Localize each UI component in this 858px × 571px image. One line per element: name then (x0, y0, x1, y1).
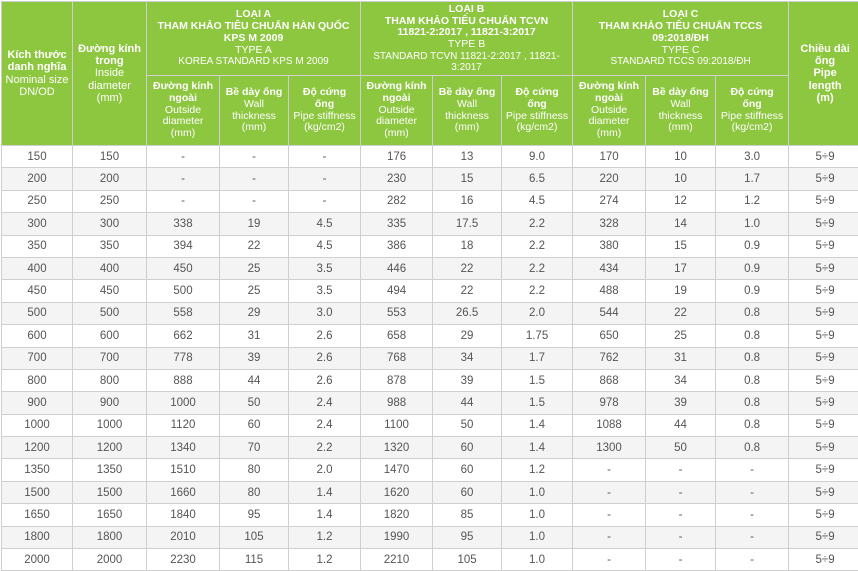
header-c-outside-diameter: Đường kính ngoài Outside diameter (mm) (573, 76, 646, 146)
table-cell: 0.9 (716, 257, 789, 279)
table-cell: 450 (73, 280, 147, 302)
table-cell: - (573, 549, 646, 571)
table-cell: 5÷9 (789, 257, 858, 279)
table-cell: 1.2 (716, 190, 789, 212)
table-cell: 5÷9 (789, 437, 858, 459)
table-cell: 0.8 (716, 369, 789, 391)
table-cell: 5÷9 (789, 190, 858, 212)
table-cell: 39 (433, 369, 502, 391)
table-cell: 1.0 (502, 481, 573, 503)
table-cell: 544 (573, 302, 646, 324)
table-cell: 1.0 (502, 549, 573, 571)
table-cell: 5÷9 (789, 302, 858, 324)
table-cell: 1.5 (502, 392, 573, 414)
table-cell: 386 (361, 235, 433, 257)
table-cell: 176 (361, 146, 433, 168)
table-cell: 150 (73, 146, 147, 168)
table-cell: 274 (573, 190, 646, 212)
header-b-pipe-stiffness: Độ cứng ống Pipe stiffness (kg/cm2) (502, 76, 573, 146)
table-cell: 0.8 (716, 437, 789, 459)
table-cell: 44 (646, 414, 716, 436)
table-cell: 1000 (2, 414, 73, 436)
table-cell: 878 (361, 369, 433, 391)
table-cell: 0.8 (716, 347, 789, 369)
table-cell: - (716, 504, 789, 526)
table-cell: 26.5 (433, 302, 502, 324)
table-cell: 800 (73, 369, 147, 391)
table-cell: 1300 (573, 437, 646, 459)
table-cell: 1340 (147, 437, 220, 459)
table-cell: 250 (2, 190, 73, 212)
table-cell: 700 (73, 347, 147, 369)
table-cell: - (289, 168, 361, 190)
table-cell: 4.5 (289, 213, 361, 235)
table-cell: - (147, 168, 220, 190)
table-cell: 5÷9 (789, 504, 858, 526)
table-cell: 50 (646, 437, 716, 459)
table-cell: 2.6 (289, 369, 361, 391)
table-row (2, 392, 858, 414)
table-row (2, 414, 858, 436)
table-cell: 888 (147, 369, 220, 391)
table-cell: 650 (573, 325, 646, 347)
table-cell: 400 (2, 257, 73, 279)
table-cell: 700 (2, 347, 73, 369)
table-cell: - (220, 190, 289, 212)
table-cell: 500 (147, 280, 220, 302)
table-cell: 5÷9 (789, 146, 858, 168)
table-cell: 5÷9 (789, 526, 858, 548)
table-cell: 1820 (361, 504, 433, 526)
table-cell: 2.6 (289, 325, 361, 347)
table-cell: 2.2 (502, 235, 573, 257)
table-cell: - (573, 459, 646, 481)
table-cell: 19 (646, 280, 716, 302)
table-cell: 39 (220, 347, 289, 369)
table-cell: - (147, 190, 220, 212)
table-cell: - (573, 481, 646, 503)
table-row (2, 549, 858, 571)
table-cell: - (646, 504, 716, 526)
table-cell: 1088 (573, 414, 646, 436)
table-cell: 34 (433, 347, 502, 369)
table-cell: 553 (361, 302, 433, 324)
table-cell: 800 (2, 369, 73, 391)
table-cell: 2.0 (289, 459, 361, 481)
table-row (2, 526, 858, 548)
table-cell: 1.2 (289, 526, 361, 548)
table-cell: 3.5 (289, 280, 361, 302)
table-cell: 250 (73, 190, 147, 212)
table-cell: 5÷9 (789, 481, 858, 503)
table-cell: 5÷9 (789, 213, 858, 235)
table-cell: 488 (573, 280, 646, 302)
table-cell: 85 (433, 504, 502, 526)
table-row (2, 369, 858, 391)
table-cell: 1500 (2, 481, 73, 503)
table-cell: - (646, 526, 716, 548)
header-type-c: LOẠI C THAM KHẢO TIÊU CHUẨN TCCS 09:2018/ĐH TYPE C STANDARD TCCS 09:2018/ĐH (573, 2, 789, 76)
table-row (2, 280, 858, 302)
header-b-outside-diameter: Đường kính ngoài Outside diameter (mm) (361, 76, 433, 146)
table-cell: 1840 (147, 504, 220, 526)
table-row (2, 504, 858, 526)
table-cell: 170 (573, 146, 646, 168)
header-type-b: LOẠI B THAM KHẢO TIÊU CHUẨN TCVN 11821-2:2017 , 11821-3:2017 TYPE B STANDARD TCVN 11821-2:2017 , 11821-3:2017 (361, 2, 573, 76)
table-cell: 0.8 (716, 325, 789, 347)
table-cell: 0.8 (716, 302, 789, 324)
header-a-pipe-stiffness: Độ cứng ống Pipe stiffness (kg/cm2) (289, 76, 361, 146)
table-cell: 5÷9 (789, 325, 858, 347)
table-cell: 2230 (147, 549, 220, 571)
table-cell: 600 (73, 325, 147, 347)
table-cell: 335 (361, 213, 433, 235)
table-cell: 446 (361, 257, 433, 279)
table-cell: 658 (361, 325, 433, 347)
table-row (2, 481, 858, 503)
table-cell: 1660 (147, 481, 220, 503)
table-cell: 2000 (2, 549, 73, 571)
table-cell: 900 (2, 392, 73, 414)
table-cell: - (646, 459, 716, 481)
table-cell: 22 (220, 235, 289, 257)
table-cell: 5÷9 (789, 392, 858, 414)
table-cell: 1.0 (502, 504, 573, 526)
table-cell: 60 (220, 414, 289, 436)
table-cell: 338 (147, 213, 220, 235)
table-cell: 0.9 (716, 280, 789, 302)
table-cell: 1.7 (502, 347, 573, 369)
header-a-wall-thickness: Bề dày ống Wall thickness (mm) (220, 76, 289, 146)
table-cell: 17.5 (433, 213, 502, 235)
table-cell: 15 (433, 168, 502, 190)
table-cell: 5÷9 (789, 280, 858, 302)
table-cell: 50 (220, 392, 289, 414)
table-row (2, 213, 858, 235)
table-cell: 1.7 (716, 168, 789, 190)
table-cell: 5÷9 (789, 168, 858, 190)
table-cell: 1650 (73, 504, 147, 526)
table-cell: 328 (573, 213, 646, 235)
header-type-a: LOẠI A THAM KHẢO TIÊU CHUẨN HÀN QUỐC KPS M 2009 TYPE A KOREA STANDARD KPS M 2009 (147, 2, 361, 76)
table-cell: 1350 (2, 459, 73, 481)
table-cell: 200 (73, 168, 147, 190)
table-cell: 50 (433, 414, 502, 436)
table-cell: - (573, 504, 646, 526)
table-cell: - (716, 549, 789, 571)
table-cell: 31 (220, 325, 289, 347)
table-row (2, 190, 858, 212)
table-cell: 25 (220, 280, 289, 302)
table-cell: 1990 (361, 526, 433, 548)
table-cell: 380 (573, 235, 646, 257)
table-cell: 31 (646, 347, 716, 369)
table-cell: 1.2 (289, 549, 361, 571)
table-cell: 0.9 (716, 235, 789, 257)
table-cell: 5÷9 (789, 347, 858, 369)
table-cell: 4.5 (289, 235, 361, 257)
table-cell: 22 (646, 302, 716, 324)
table-cell: 1.0 (502, 526, 573, 548)
table-cell: 300 (2, 213, 73, 235)
table-cell: - (147, 146, 220, 168)
table-cell: 2.2 (289, 437, 361, 459)
table-cell: 5÷9 (789, 459, 858, 481)
table-cell: 34 (646, 369, 716, 391)
table-cell: - (646, 549, 716, 571)
table-cell: 105 (433, 549, 502, 571)
table-cell: 2010 (147, 526, 220, 548)
table-row (2, 235, 858, 257)
table-row (2, 437, 858, 459)
table-cell: 1.75 (502, 325, 573, 347)
table-cell: 29 (220, 302, 289, 324)
table-cell: 778 (147, 347, 220, 369)
table-cell: 1200 (73, 437, 147, 459)
table-cell: 230 (361, 168, 433, 190)
table-cell: 500 (2, 302, 73, 324)
table-cell: 350 (2, 235, 73, 257)
table-cell: 762 (573, 347, 646, 369)
header-b-wall-thickness: Bề dày ống Wall thickness (mm) (433, 76, 502, 146)
table-cell: 3.0 (289, 302, 361, 324)
table-cell: 95 (220, 504, 289, 526)
table-cell: - (220, 168, 289, 190)
table-cell: 10 (646, 168, 716, 190)
table-cell: 200 (2, 168, 73, 190)
pipe-spec-table (1, 1, 858, 571)
table-cell: 1000 (73, 414, 147, 436)
table-cell: 1620 (361, 481, 433, 503)
table-cell: - (646, 481, 716, 503)
table-cell: 10 (646, 146, 716, 168)
table-cell: 1470 (361, 459, 433, 481)
table-row (2, 459, 858, 481)
table-cell: 150 (2, 146, 73, 168)
table-cell: 1320 (361, 437, 433, 459)
table-cell: 1350 (73, 459, 147, 481)
header-nominal-size: Kích thước danh nghĩa Nominal size DN/OD (2, 2, 73, 146)
table-row (2, 168, 858, 190)
table-cell: - (289, 190, 361, 212)
table-cell: 1500 (73, 481, 147, 503)
table-row (2, 325, 858, 347)
table-cell: 5÷9 (789, 549, 858, 571)
table-cell: 22 (433, 257, 502, 279)
table-cell: - (716, 459, 789, 481)
header-c-pipe-stiffness: Độ cứng ống Pipe stiffness (kg/cm2) (716, 76, 789, 146)
table-cell: 0.8 (716, 392, 789, 414)
table-cell: 1.5 (502, 369, 573, 391)
table-cell: 1.4 (502, 437, 573, 459)
table-cell: 25 (220, 257, 289, 279)
table-cell: 1800 (2, 526, 73, 548)
table-cell: 450 (2, 280, 73, 302)
table-cell: 70 (220, 437, 289, 459)
table-row (2, 257, 858, 279)
table-cell: 1100 (361, 414, 433, 436)
table-cell: 5÷9 (789, 369, 858, 391)
table-cell: 1120 (147, 414, 220, 436)
table-cell: 900 (73, 392, 147, 414)
table-row (2, 146, 858, 168)
table-body (2, 146, 858, 571)
table-cell: 434 (573, 257, 646, 279)
header-a-outside-diameter: Đường kính ngoài Outside diameter (mm) (147, 76, 220, 146)
table-cell: 394 (147, 235, 220, 257)
table-cell: 5÷9 (789, 235, 858, 257)
table-cell: 2.2 (502, 213, 573, 235)
table-cell: 105 (220, 526, 289, 548)
table-cell: 1.4 (289, 504, 361, 526)
table-cell: 60 (433, 437, 502, 459)
table-cell: 95 (433, 526, 502, 548)
table-cell: 18 (433, 235, 502, 257)
table-cell: 400 (73, 257, 147, 279)
table-cell: 1.4 (502, 414, 573, 436)
table-cell: 220 (573, 168, 646, 190)
table-cell: 2.0 (502, 302, 573, 324)
header-c-wall-thickness: Bề dày ống Wall thickness (mm) (646, 76, 716, 146)
table-cell: 16 (433, 190, 502, 212)
table-cell: 558 (147, 302, 220, 324)
table-cell: 3.5 (289, 257, 361, 279)
table-row (2, 347, 858, 369)
table-cell: 60 (433, 481, 502, 503)
table-cell: 3.0 (716, 146, 789, 168)
table-cell: 80 (220, 459, 289, 481)
table-cell: 1800 (73, 526, 147, 548)
table-cell: 1650 (2, 504, 73, 526)
table-cell: 450 (147, 257, 220, 279)
table-cell: 2.6 (289, 347, 361, 369)
table-cell: 2.4 (289, 392, 361, 414)
table-cell: 5÷9 (789, 414, 858, 436)
table-cell: 500 (73, 302, 147, 324)
table-cell: 2.2 (502, 280, 573, 302)
table-cell: 1.0 (716, 213, 789, 235)
table-cell: - (573, 526, 646, 548)
table-cell: 1510 (147, 459, 220, 481)
table-cell: 17 (646, 257, 716, 279)
table-cell: 2.4 (289, 414, 361, 436)
table-cell: 2000 (73, 549, 147, 571)
table-cell: 2.2 (502, 257, 573, 279)
table-cell: 1200 (2, 437, 73, 459)
table-cell: 6.5 (502, 168, 573, 190)
table-cell: 80 (220, 481, 289, 503)
table-cell: 662 (147, 325, 220, 347)
table-cell: 13 (433, 146, 502, 168)
table-cell: 22 (433, 280, 502, 302)
table-cell: - (220, 146, 289, 168)
table-cell: 15 (646, 235, 716, 257)
table-cell: 4.5 (502, 190, 573, 212)
table-cell: 1.2 (502, 459, 573, 481)
table-cell: 2210 (361, 549, 433, 571)
table-cell: 494 (361, 280, 433, 302)
table-cell: 600 (2, 325, 73, 347)
table-cell: 1000 (147, 392, 220, 414)
table-cell: 1.4 (289, 481, 361, 503)
table-cell: 14 (646, 213, 716, 235)
table-cell: 39 (646, 392, 716, 414)
table-cell: 44 (433, 392, 502, 414)
table-cell: - (716, 526, 789, 548)
table-cell: - (289, 146, 361, 168)
header-pipe-length: Chiều dài ống Pipe length (m) (789, 2, 858, 146)
table-cell: 9.0 (502, 146, 573, 168)
table-cell: - (716, 481, 789, 503)
table-cell: 282 (361, 190, 433, 212)
table-cell: 44 (220, 369, 289, 391)
table-cell: 25 (646, 325, 716, 347)
table-cell: 60 (433, 459, 502, 481)
table-cell: 0.8 (716, 414, 789, 436)
table-cell: 115 (220, 549, 289, 571)
header-inside-diameter: Đường kính trong Inside diameter (mm) (73, 2, 147, 146)
table-cell: 350 (73, 235, 147, 257)
table-cell: 868 (573, 369, 646, 391)
table-row (2, 302, 858, 324)
table-cell: 300 (73, 213, 147, 235)
table-cell: 978 (573, 392, 646, 414)
table-cell: 768 (361, 347, 433, 369)
table-cell: 19 (220, 213, 289, 235)
table-cell: 12 (646, 190, 716, 212)
table-cell: 988 (361, 392, 433, 414)
table-cell: 29 (433, 325, 502, 347)
